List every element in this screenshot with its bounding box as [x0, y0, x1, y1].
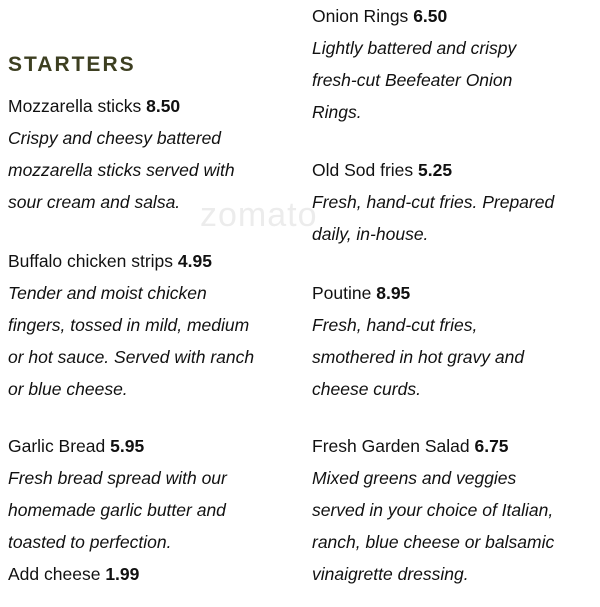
- section-title-starters: STARTERS: [8, 53, 136, 76]
- menu-item-addon-price: 1.99: [105, 564, 140, 584]
- menu-item-price: 4.95: [177, 251, 212, 271]
- menu-item-description-line: fresh-cut Beefeater Onion: [312, 70, 513, 90]
- menu-item-name: Buffalo chicken strips: [8, 251, 174, 271]
- menu-item-name: Old Sod fries: [312, 160, 414, 180]
- menu-item-buffalo-chicken-strips: [8, 245, 298, 405]
- menu-item-poutine: [312, 277, 597, 405]
- menu-item-description-line: sour cream and salsa.: [8, 192, 181, 212]
- menu-item-description-line: Rings.: [312, 102, 362, 122]
- menu-item-onion-rings: [312, 0, 597, 128]
- menu-item-name: Mozzarella sticks: [8, 96, 142, 116]
- menu-item-description-line: fingers, tossed in mild, medium: [8, 315, 250, 335]
- menu-item-addon: [8, 558, 298, 590]
- menu-item-header: [312, 154, 597, 186]
- menu-item-header: [8, 430, 298, 462]
- menu-item-header: [312, 277, 597, 309]
- menu-item-price: 8.50: [146, 96, 181, 116]
- menu-item-description-line: Tender and moist chicken: [8, 283, 207, 303]
- menu-item-price: 8.95: [376, 283, 411, 303]
- menu-item-name: Garlic Bread: [8, 436, 106, 456]
- menu-item-description-line: Lightly battered and crispy: [312, 38, 517, 58]
- menu-item-description-line: cheese curds.: [312, 379, 421, 399]
- menu-item-description-line: smothered in hot gravy and: [312, 347, 525, 367]
- menu-item-garlic-bread: [8, 430, 298, 590]
- menu-item-price: 5.95: [110, 436, 145, 456]
- menu-item-description-line: Crispy and cheesy battered: [8, 128, 222, 148]
- menu-item-addon-label: Add cheese: [8, 564, 101, 584]
- menu-item-description-line: homemade garlic butter and: [8, 500, 226, 520]
- menu-item-description-line: or hot sauce. Served with ranch: [8, 347, 255, 367]
- menu-item-description-line: Fresh, hand-cut fries,: [312, 315, 478, 335]
- menu-item-description-line: Fresh bread spread with our: [8, 468, 227, 488]
- menu-item-mozzarella-sticks: [8, 90, 298, 218]
- menu-item-price: 5.25: [418, 160, 453, 180]
- menu-item-header: [312, 0, 597, 32]
- menu-item-price: 6.50: [413, 6, 448, 26]
- menu-item-header: [312, 430, 597, 462]
- menu-item-header: [8, 245, 298, 277]
- menu-item-header: [8, 90, 298, 122]
- menu-item-description-line: mozzarella sticks served with: [8, 160, 235, 180]
- menu-item-name: Fresh Garden Salad: [312, 436, 470, 456]
- menu-item-name: Onion Rings: [312, 6, 409, 26]
- menu-item-description-line: served in your choice of Italian,: [312, 500, 554, 520]
- menu-item-description-line: or blue cheese.: [8, 379, 128, 399]
- menu-item-description-line: vinaigrette dressing.: [312, 564, 469, 584]
- menu-item-description-line: toasted to perfection.: [8, 532, 172, 552]
- menu-item-description-line: ranch, blue cheese or balsamic: [312, 532, 555, 552]
- menu-item-name: Poutine: [312, 283, 372, 303]
- watermark-logo: zomato: [200, 196, 318, 234]
- menu-item-price: 6.75: [474, 436, 509, 456]
- menu-item-description-line: Mixed greens and veggies: [312, 468, 517, 488]
- menu-item-description-line: Fresh, hand-cut fries. Prepared: [312, 192, 555, 212]
- menu-item-old-sod-fries: [312, 154, 597, 250]
- menu-item-fresh-garden-salad: [312, 430, 597, 590]
- menu-item-description-line: daily, in-house.: [312, 224, 429, 244]
